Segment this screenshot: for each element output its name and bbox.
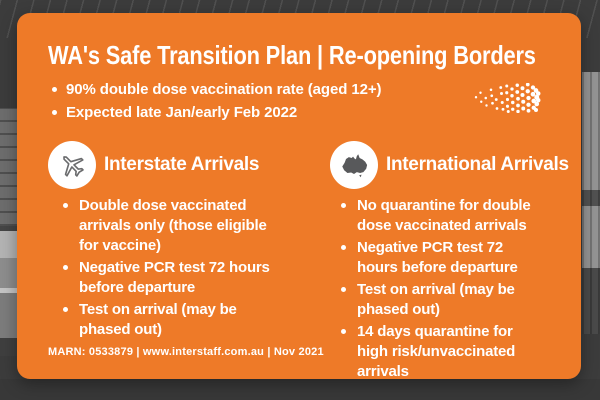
list-item: Negative PCR test 72 hours before departure [62,258,270,298]
intro-bullet: 90% double dose vaccination rate (aged 12+) [50,78,381,101]
dot-swoosh-logo-icon [470,83,542,113]
airport-window-left [0,226,18,356]
airport-terminal-right [582,72,600,334]
section-heading: International Arrivals [386,154,569,175]
intro-bullet-list [50,78,381,124]
airplane-icon [48,141,96,189]
airport-wall-left [0,108,18,226]
intro-bullet: Expected late Jan/early Feb 2022 [50,101,381,124]
international-bullet-list [340,196,538,382]
footer-text: MARN: 0533879 | www.interstaff.com.au | Nov 2021 [48,346,324,358]
list-item: Test on arrival (may be phased out) [340,280,538,320]
page-title: WA's Safe Transition Plan | Re-opening Borders [48,40,536,70]
list-item: Negative PCR test 72 hours before departure [340,238,538,278]
section-international-arrivals [330,141,569,384]
australia-icon [330,141,378,189]
list-item: Double dose vaccinated arrivals only (those eligible for vaccine) [62,196,270,256]
info-card [17,13,581,379]
section-interstate-arrivals [48,141,293,342]
section-header [330,141,569,189]
list-item: Test on arrival (may be phased out) [62,300,270,340]
list-item: 14 days quarantine for high risk/unvaccinated arrivals [340,322,538,382]
list-item: No quarantine for double dose vaccinated arrivals [340,196,538,236]
interstate-bullet-list [62,196,270,340]
section-heading: Interstate Arrivals [104,154,260,175]
section-header [48,141,293,189]
